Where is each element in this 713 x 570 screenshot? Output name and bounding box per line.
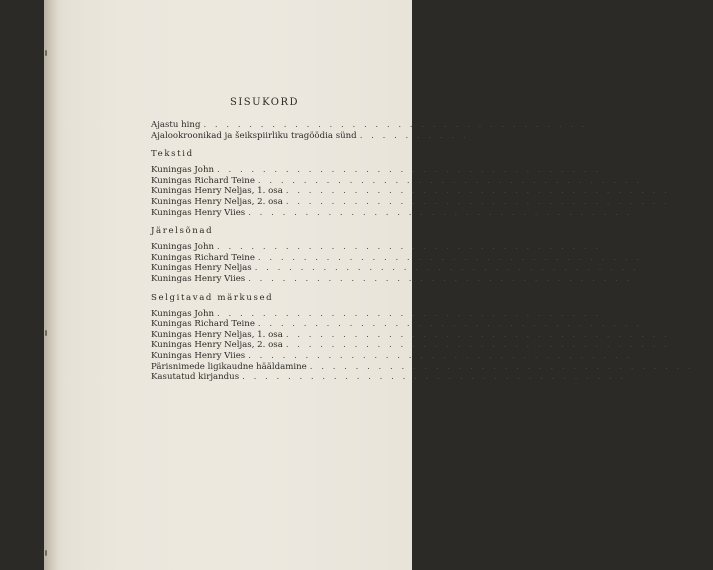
toc-entry <box>151 207 652 219</box>
toc-entry-page: 93 <box>607 165 619 176</box>
binding-stitch-mark <box>45 550 47 556</box>
toc-entry <box>151 175 662 187</box>
toc-entry <box>151 319 662 330</box>
toc-entry-label: Kuningas Richard Teine <box>151 252 255 263</box>
toc-entry-label: Kuningas Henry Viies <box>151 350 246 361</box>
toc-entry-label: Kasutatud kirjandus <box>151 372 240 383</box>
toc-entry-page: 575 <box>604 308 621 319</box>
toc-entry-label: Kuningas John <box>151 242 215 253</box>
binding-gutter <box>44 0 58 570</box>
binding-stitch-mark <box>45 330 47 336</box>
toc-entry <box>151 273 652 285</box>
toc-entry-label: Kuningas Henry Viies <box>151 273 246 284</box>
binding-stitch-mark <box>45 50 47 56</box>
toc-entry-page: 542 <box>644 252 662 263</box>
dot-leader: . . . . . . . . . . . . . . . . . . . . . . . . . . . . . . . . . . <box>217 308 602 319</box>
section-heading: Järelsõnad <box>151 226 214 237</box>
toc-entry <box>151 372 646 383</box>
toc-entry-page: 433 <box>635 207 652 218</box>
dot-leader: . . . . . . . . . . . . . . . . . . . . . . . . . . . . . . . . . . <box>285 340 670 351</box>
dot-leader: . . . . . . . . . . . . . . . . . . . . . . . . . . . . . . . . . . <box>309 361 694 372</box>
toc-entry-page: 343 <box>672 196 690 207</box>
page-title: SISUKORD <box>230 97 300 108</box>
dot-leader: . . . . . . . . . . . . . . . . . . . . . . . . . . . . . . . . . . <box>203 120 588 130</box>
toc-entry <box>151 196 690 208</box>
toc-entry-page: 578 <box>644 319 662 330</box>
toc-entry-label: Kuningas Henry Neljas, 1. osa <box>151 186 283 197</box>
section-heading: Tekstid <box>151 149 194 160</box>
dot-leader: . . . . . . . . . . . . . . . . . . . . . . . . . . . . . . . . . . <box>217 165 602 176</box>
toc-entry-page: 171 <box>644 175 662 186</box>
toc-entry <box>151 329 690 341</box>
toc-entry-page: 585 <box>672 340 690 351</box>
toc-entry-label: Kuningas Henry Neljas, 2. osa <box>151 196 283 207</box>
toc-entry-page: 583 <box>672 329 690 340</box>
toc-entry-page: 596 <box>696 361 713 372</box>
dot-leader: . . . . . . . . . . . . . . . . . . . . . . . . . . . . . . . . . . <box>254 263 639 274</box>
dot-leader: . . . . . . . . . . . . . . . . . . . . . . . . . . . . . . . . . . <box>285 329 670 340</box>
dot-leader: . . . . . . . . . . <box>359 130 469 141</box>
toc-entry <box>151 242 621 253</box>
dot-leader: . . . . . . . . . . . . . . . . . . . . . . . . . . . . . . . . . . <box>248 350 633 361</box>
intro-entries <box>151 120 605 141</box>
dot-leader: . . . . . . . . . . . . . . . . . . . . . . . . . . . . . . . . . . <box>257 252 642 263</box>
dot-leader: . . . . . . . . . . . . . . . . . . . . . . . . . . . . . . . . . . <box>248 207 633 218</box>
dot-leader: . . . . . . . . . . . . . . . . . . . . . . . . . . . . . . . . . . <box>257 175 642 186</box>
toc-entry <box>151 350 652 362</box>
toc-entry-label: Kuningas Henry Neljas <box>151 263 252 274</box>
toc-entry-page: 537 <box>604 242 621 253</box>
toc-entry <box>151 130 486 142</box>
toc-entry-page: 600 <box>629 372 646 383</box>
toc-section-tekstid <box>151 149 690 218</box>
section-heading: Selgitavad märkused <box>151 292 274 303</box>
toc-entry <box>151 165 619 176</box>
toc-entry <box>151 361 713 373</box>
toc-entry-label: Kuningas Richard Teine <box>151 319 255 330</box>
toc-entry <box>151 340 690 351</box>
toc-entry <box>151 186 690 197</box>
toc-entry-label: Pärisnimede ligikaudne hääldamine <box>151 361 307 372</box>
dot-leader: . . . . . . . . . . . . . . . . . . . . . . . . . . . . . . . . . . <box>285 196 670 207</box>
toc-entry-label: Kuningas Henry Viies <box>151 207 246 218</box>
dot-leader: . . . . . . . . . . . . . . . . . . . . . . . . . . . . . . . . . . <box>217 242 602 253</box>
toc-entry <box>151 252 662 264</box>
toc-entry-page: 552 <box>641 263 659 274</box>
toc-entry-label: Kuningas Henry Neljas, 1. osa <box>151 329 283 340</box>
dot-leader: . . . . . . . . . . . . . . . . . . . . . . . . . . . . . . . . . . <box>242 372 627 383</box>
toc-entry-label: Kuningas John <box>151 165 215 176</box>
toc-entry <box>151 308 621 320</box>
toc-entry-page: 77 <box>474 130 486 141</box>
toc-entry <box>151 120 605 131</box>
dot-leader: . . . . . . . . . . . . . . . . . . . . . . . . . . . . . . . . . . <box>257 319 642 330</box>
toc-section-jarelsonad <box>151 226 662 284</box>
book-page <box>44 0 713 570</box>
toc-entry-label: Kuningas Henry Neljas, 2. osa <box>151 340 283 351</box>
toc-entry <box>151 263 659 274</box>
toc-section-selgitavad-markused <box>151 292 713 383</box>
toc-entry-label: Ajalookroonikad ja šeikspiirliku tragöödia sünd <box>151 130 357 141</box>
toc-entry-page: 253 <box>672 186 690 197</box>
toc-entry-label: Ajastu hing <box>151 120 201 130</box>
dot-leader: . . . . . . . . . . . . . . . . . . . . . . . . . . . . . . . . . . <box>248 273 633 284</box>
toc-entry-page: 588 <box>635 350 652 361</box>
toc-entry-page: 5 <box>599 120 605 130</box>
toc-entry-label: Kuningas Richard Teine <box>151 175 255 186</box>
toc-entry-label: Kuningas John <box>151 308 215 319</box>
toc-entry-page: 566 <box>635 273 652 284</box>
dot-leader: . . . . . . . . . . . . . . . . . . . . . . . . . . . . . . . . . . <box>285 186 670 197</box>
table-of-contents <box>151 120 713 383</box>
